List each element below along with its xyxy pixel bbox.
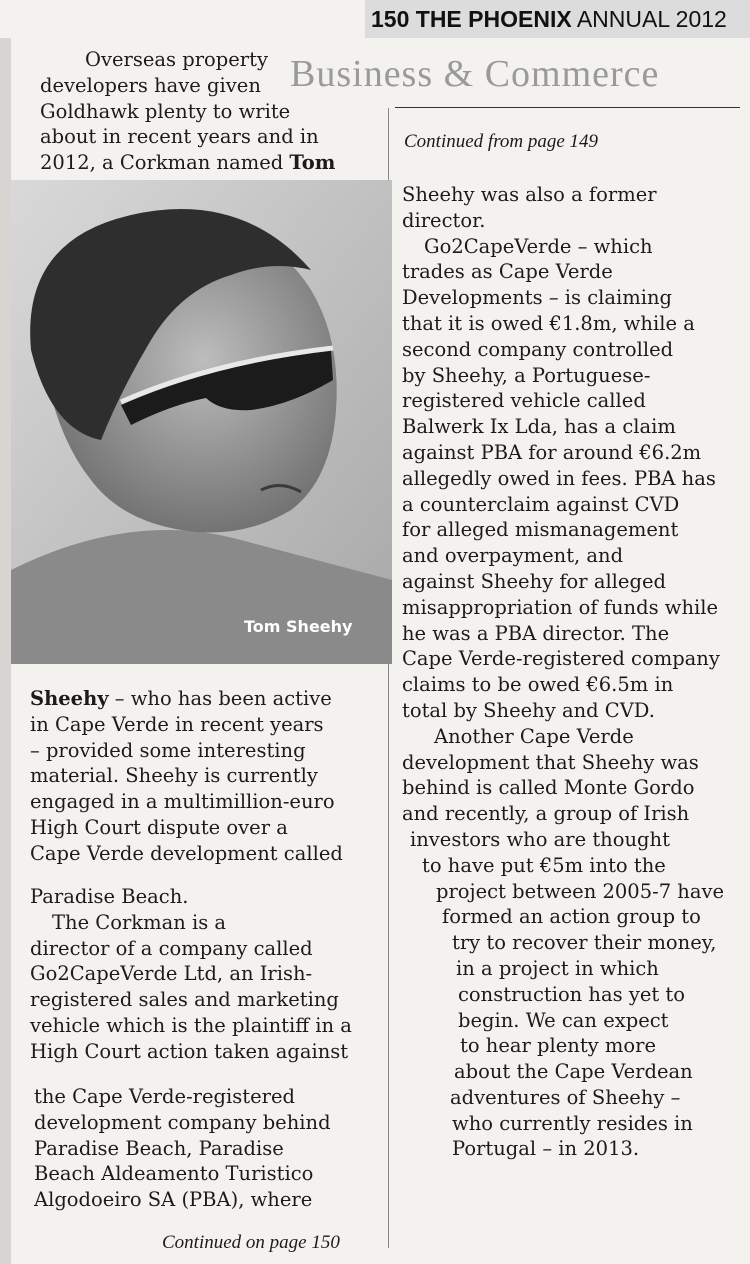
right-column-text: Sheehy was also a former director. Go2CapeVerde – which trades as Cape Verde Developments – is claiming that it is owed €1.8m, while a second company controlled by Sheehy, a Portuguese- registered vehicle called Balwerk Ix Lda, has a claim against PBA for around €6.2m allegedly owed in fees. PBA has a counterclaim against CVD for alleged mismanagement and overpayment, and against Sheehy for alleged misappropriation of funds while he was a PBA director. The Cape Verde-registered company claims to be owed €6.5m in total by Sheehy and CVD. Another Cape Verde development that Sheehy was behind is called Monte Gordo and recently, a group of Irish investors who are thought to have put €5m into the project between 2005-7 have formed an action group to try to recover their money, in a project in which construction has yet to begin. We can expect to hear plenty more about the Cape Verdean adventures of Sheehy – who currently resides in Portugal – in 2013. [402,183,725,1161]
continued-on: Continued on page 150 [162,1232,340,1253]
section-title: Business & Commerce [290,53,660,95]
name-bold: Tom [289,151,336,175]
continued-from: Continued from page 149 [404,131,599,152]
portrait-photo [11,180,392,664]
left-paragraph-1: Sheehy – who has been active in Cape Verde in recent years – provided some interesting material. Sheehy is currently engaged in a multimillion-euro High Court dispute over a Cape Verde development called [30,687,343,865]
intro-paragraph: Overseas property developers have given Goldhawk plenty to write about in recent years and in 2012, a Corkman named Tom [40,48,336,175]
portrait-image [11,180,392,664]
publication-name: THE PHOENIX [415,6,572,32]
left-paragraph-2: Paradise Beach. The Corkman is a director of a company called Go2CapeVerde Ltd, an Irish- registered sales and marketing vehicle which is the plaintiff in a High Court action taken against [30,885,352,1063]
name-bold-2: Sheehy [30,687,109,710]
edition-label: ANNUAL 2012 [576,6,727,32]
header-rule [395,107,740,108]
photo-caption: Tom Sheehy [244,617,353,636]
page-number: 150 [371,6,410,32]
scan-edge [0,38,11,1264]
left-paragraph-3: the Cape Verde-registered development company behind Paradise Beach, Paradise Beach Aldeamento Turistico Algodoeiro SA (PBA), where [34,1085,331,1212]
page-header [365,0,750,38]
